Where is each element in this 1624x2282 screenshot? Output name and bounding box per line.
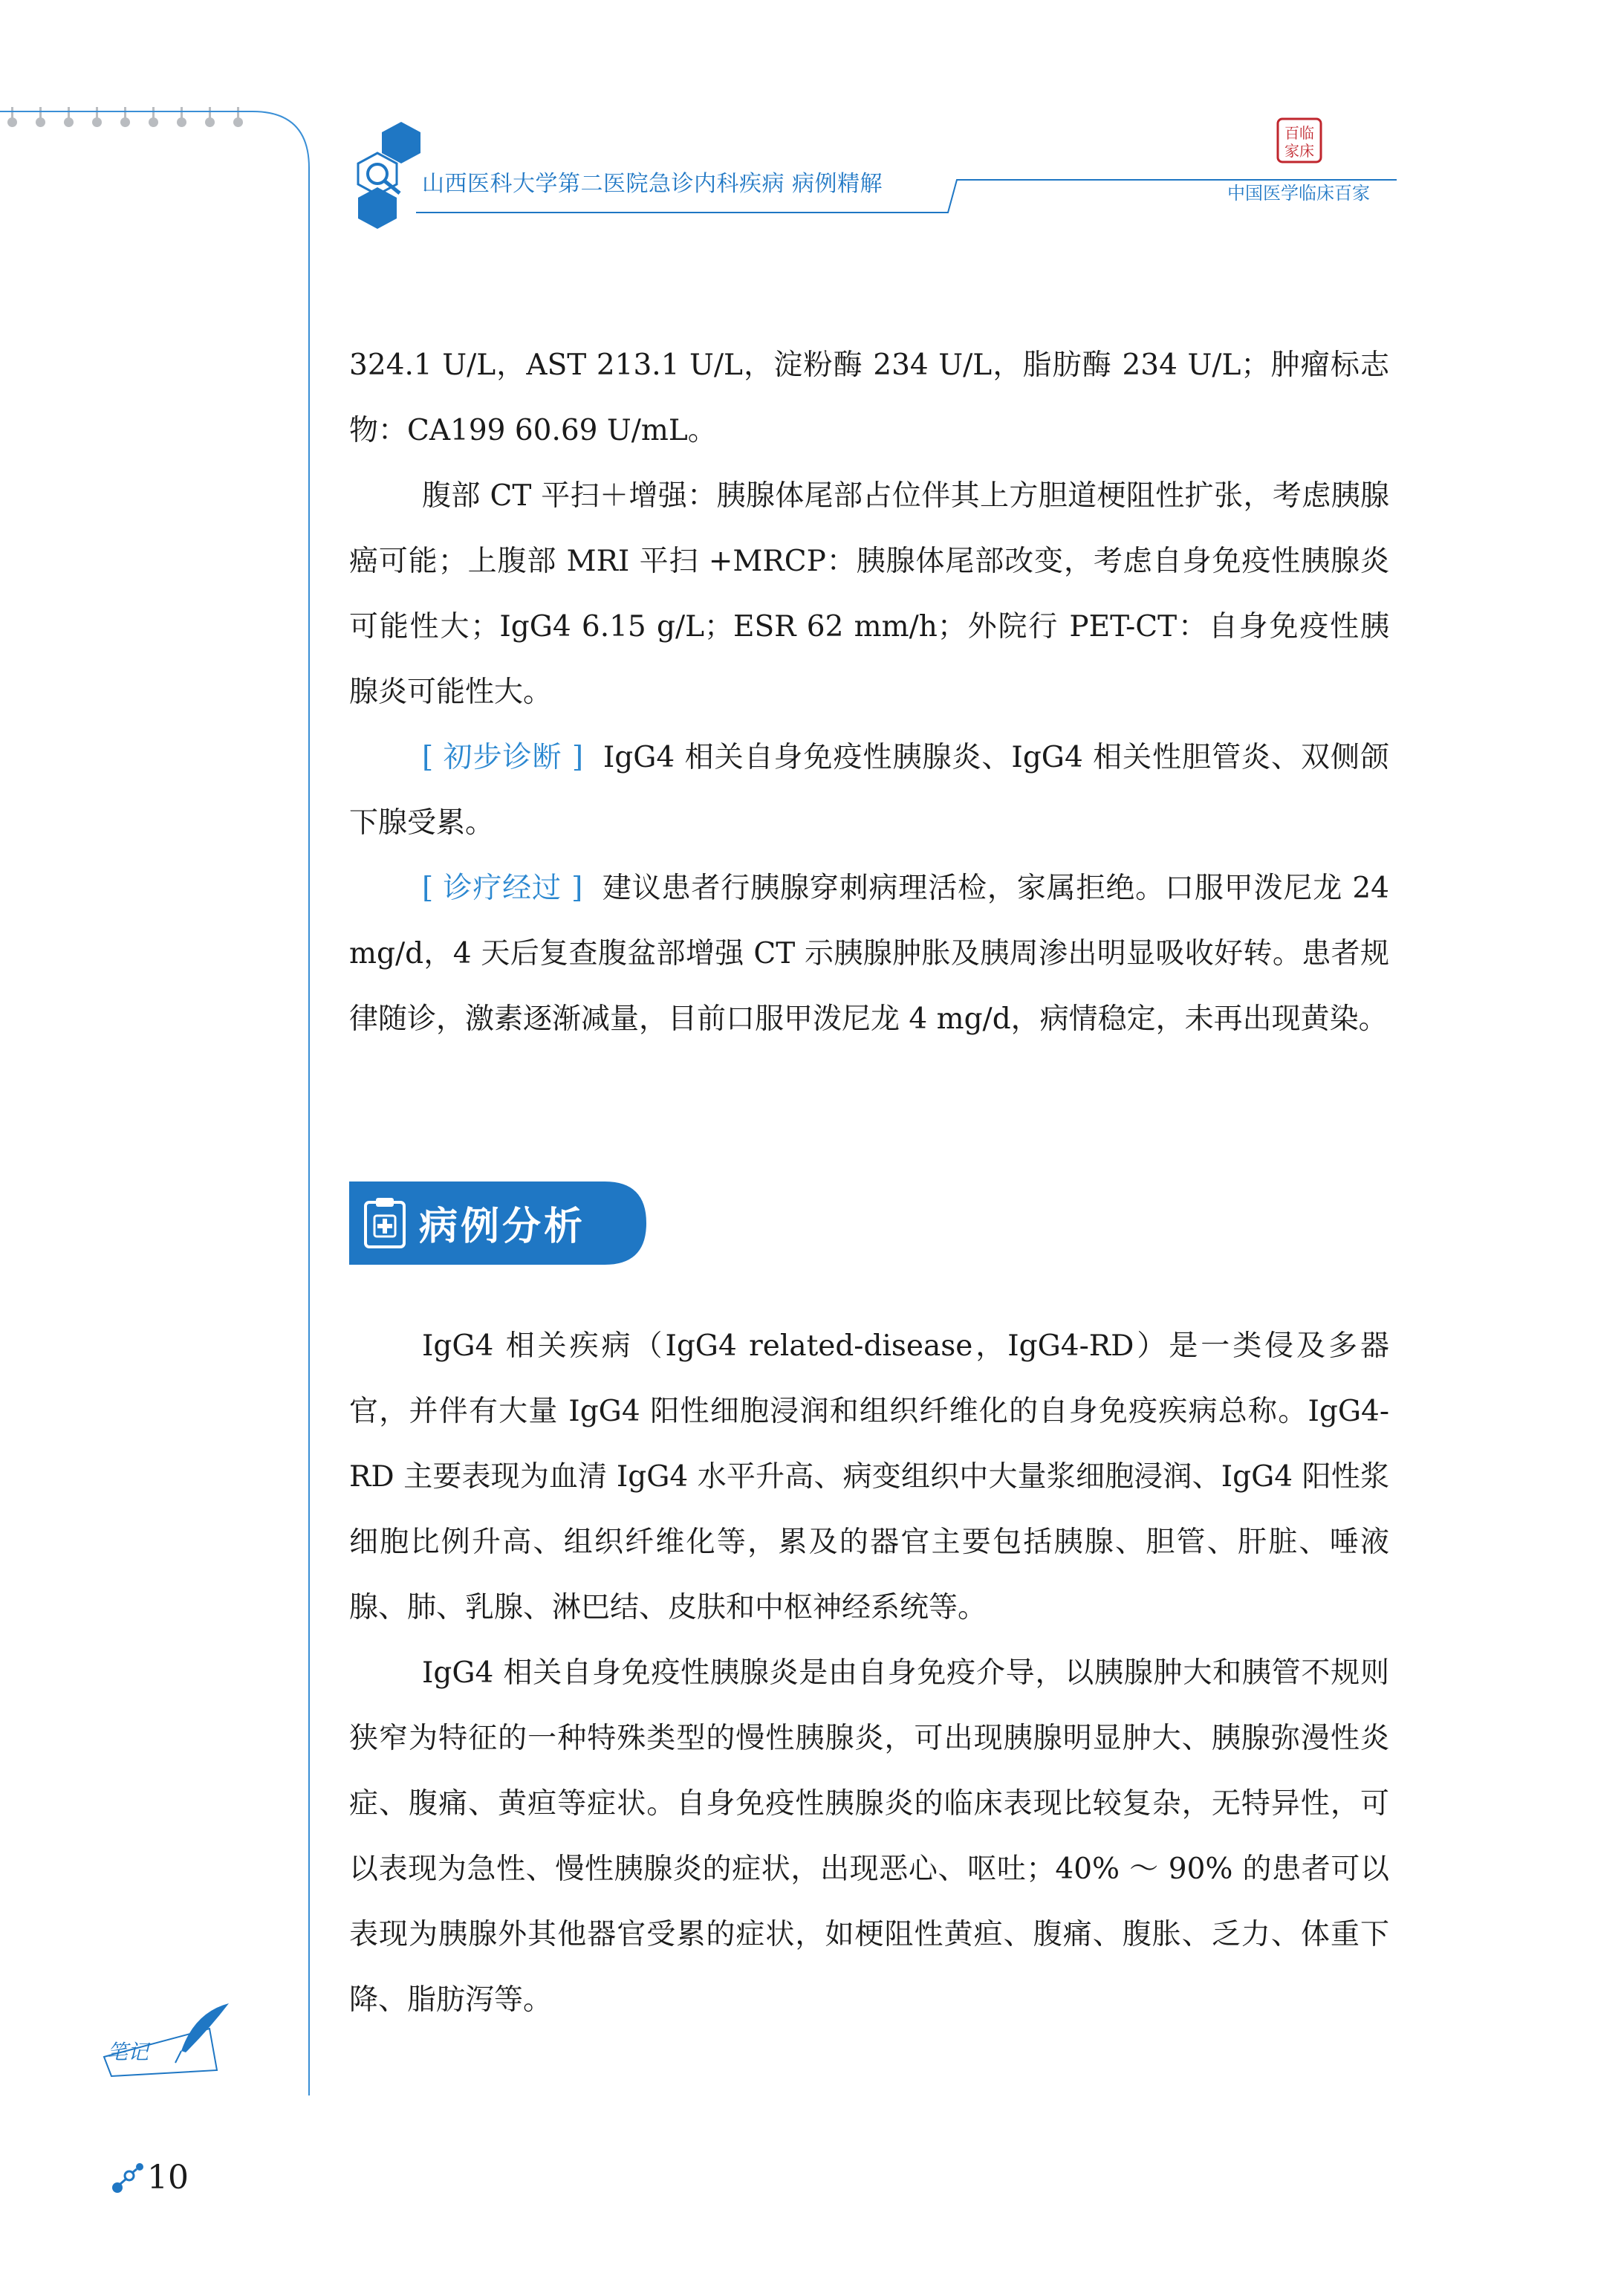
svg-text:百临: 百临 [1284, 124, 1314, 142]
clipboard-medical-icon [361, 1196, 409, 1250]
body-paragraph: 324.1 U/L，AST 213.1 U/L，淀粉酶 234 U/L，脂肪酶 234 U/L；肿瘤标志物：CA199 60.69 U/mL。 [349, 349, 1389, 447]
section-heading [349, 1181, 646, 1265]
analysis-paragraph: IgG4 相关疾病（IgG4 related-disease，IgG4-RD）是一类侵及多器官，并伴有大量 IgG4 阳性细胞浸润和组织纤维化的自身免疫疾病总称。IgG4-RD 主要表现为血清 IgG4 水平升高、病变组织中大量浆细胞浸润、IgG4 阳性浆细胞比例升高、组织纤维化等，累及的器官主要包括胰腺、胆管、肝脏、唾液腺、肺、乳腺、淋巴结、皮肤和中枢神经系统等。 [349, 1329, 1389, 1624]
notes-doodle [98, 1999, 239, 2081]
case-analysis [349, 1314, 1389, 2033]
brand-seal-icon [1276, 117, 1322, 163]
diagnosis-text: IgG4 相关自身免疫性胰腺炎、IgG4 相关性胆管炎、双侧颌下腺受累。 [349, 741, 1389, 840]
svg-text:家床: 家床 [1284, 142, 1314, 160]
brand-name: 中国医学临床百家 [1227, 183, 1370, 204]
diagnosis-tag: [ 初步诊断 ] [422, 741, 584, 774]
margin-rule [0, 0, 327, 2110]
analysis-paragraph: IgG4 相关自身免疫性胰腺炎是由自身免疫介导，以胰腺肿大和胰管不规则狭窄为特征的一种特殊类型的慢性胰腺炎，可出现胰腺明显肿大、胰腺弥漫性炎症、腹痛、黄疸等症状。自身免疫性胰腺炎的临床表现比较复杂，无特异性，可以表现为急性、慢性胰腺炎的症状，出现恶心、呕吐；40% ～ 90% 的患者可以表现为胰腺外其他器官受累的症状，如梗阻性黄疸、腹痛、腹胀、乏力、体重下降、脂肪泻等。 [349, 1656, 1389, 2017]
notes-label: 笔记 [107, 2040, 149, 2064]
book-title: 山西医科大学第二医院急诊内科疾病 病例精解 [422, 171, 883, 197]
body-paragraph: 腹部 CT 平扫＋增强：胰腺体尾部占位伴其上方胆道梗阻性扩张，考虑胰腺癌可能；上腹部 MRI 平扫 +MRCP：胰腺体尾部改变，考虑自身免疫性胰腺炎可能性大；IgG4 6.15 g/L；ESR 62 mm/h；外院行 PET-CT：自身免疫性胰腺炎可能性大。 [349, 479, 1389, 709]
treatment-paragraph [349, 856, 1389, 1052]
treatment-text: 建议患者行胰腺穿刺病理活检，家属拒绝。口服甲泼尼龙 24 mg/d，4 天后复查腹盆部增强 CT 示胰腺肿胀及胰周渗出明显吸收好转。患者规律随诊，激素逐渐减量，目前口服甲泼尼龙 4 mg/d，病情稳定，未再出现黄染。 [349, 872, 1389, 1036]
treatment-tag: [ 诊疗经过 ] [422, 872, 583, 905]
diagnosis-paragraph [349, 725, 1389, 856]
case-body [349, 333, 1389, 1052]
page-number: 10 [147, 2159, 189, 2197]
section-title: 病例分析 [419, 1205, 586, 1249]
molecule-icon [110, 2161, 146, 2195]
